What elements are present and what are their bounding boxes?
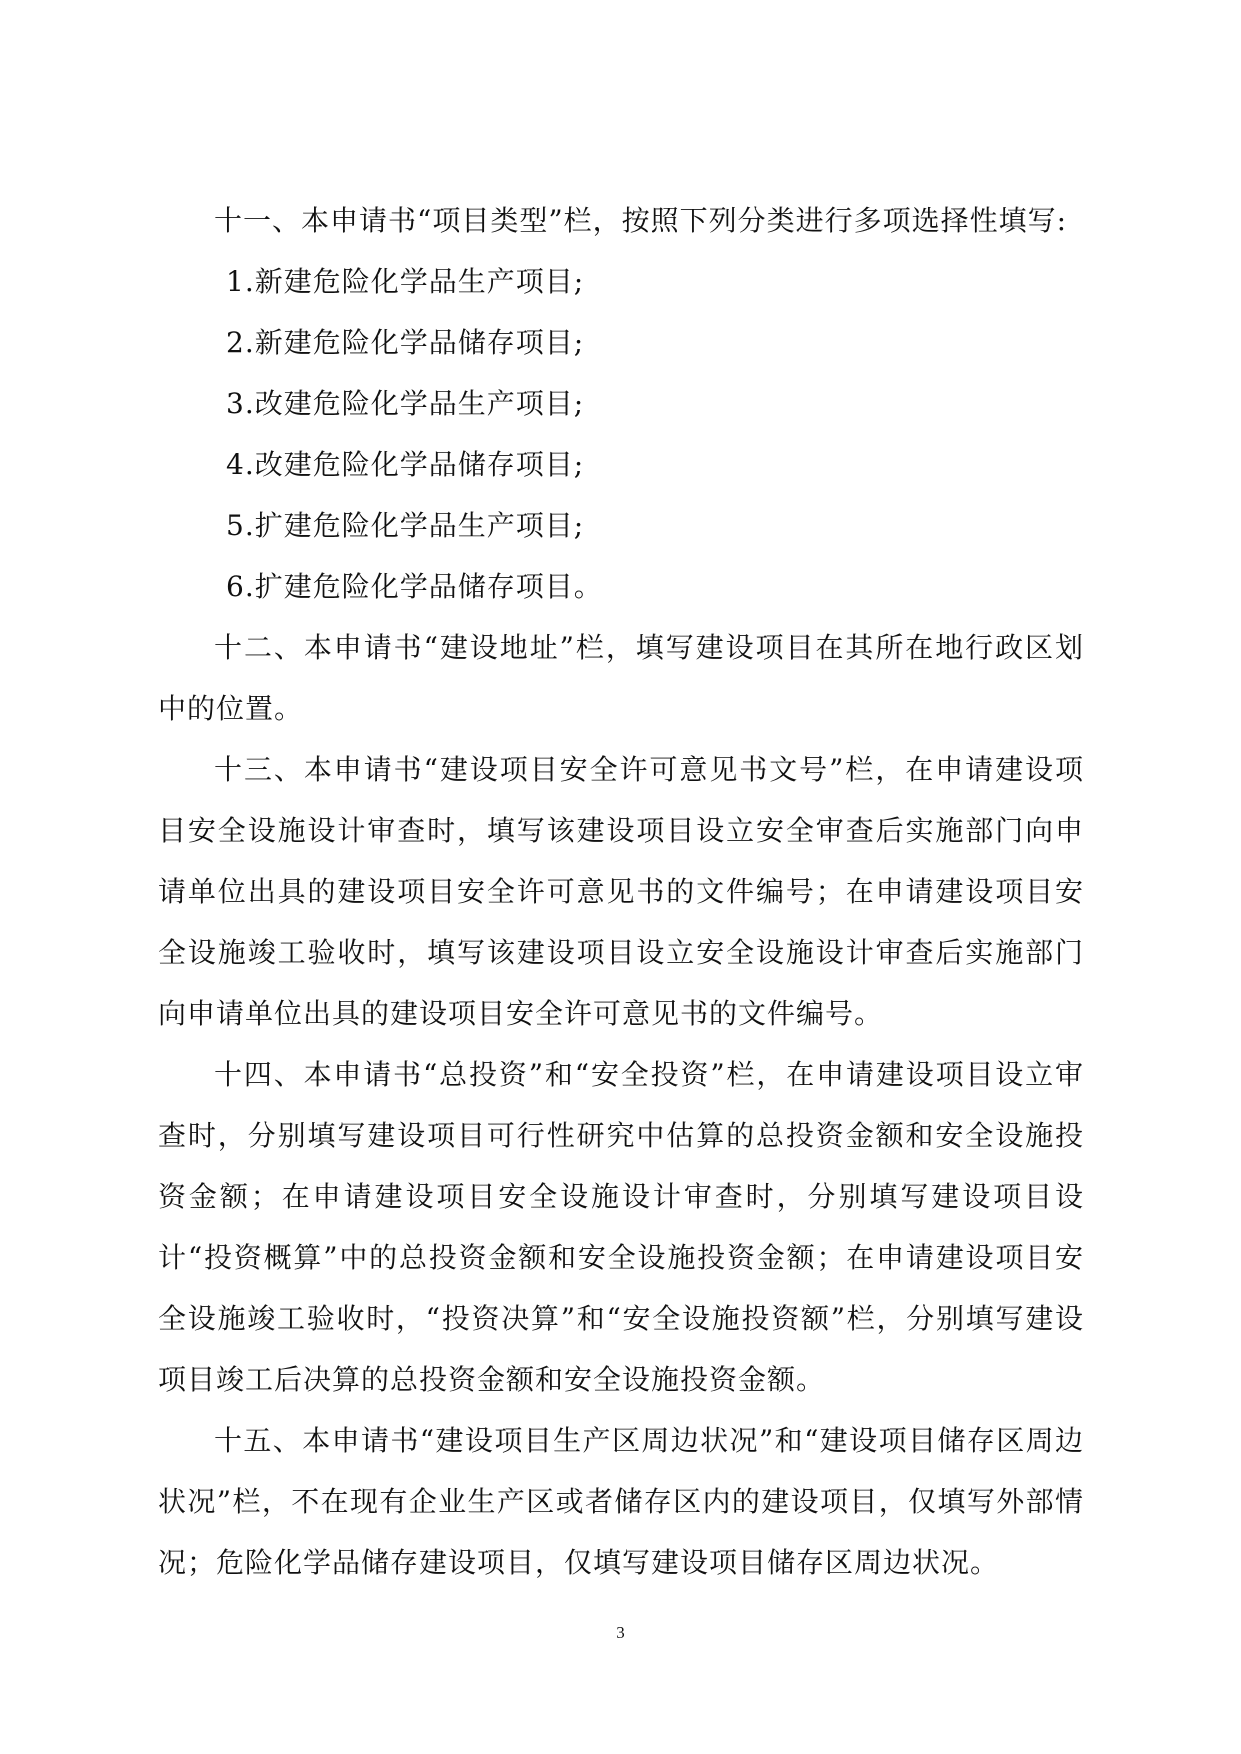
section-11-intro: 十一、本申请书“项目类型”栏，按照下列分类进行多项选择性填写: (214, 204, 1068, 237)
project-type-item-5: 5.扩建危险化学品生产项目; (226, 509, 585, 542)
section-12-paragraph: 十二、本申请书“建设地址”栏，填写建设项目在其所在地行政区划中的位置。 (158, 631, 1084, 725)
section-15-paragraph: 十五、本申请书“建设项目生产区周边状况”和“建设项目储存区周边状况”栏，不在现有企业生产区或者储存区内的建设项目，仅填写外部情况；危险化学品储存建设项目，仅填写建设项目储存区周边状况。 (158, 1424, 1084, 1579)
page-number: 3 (616, 1623, 625, 1642)
project-type-item-1: 1.新建危险化学品生产项目; (226, 265, 585, 298)
project-type-item-2: 2.新建危险化学品储存项目; (226, 326, 585, 359)
project-type-item-4: 4.改建危险化学品储存项目; (226, 448, 585, 481)
section-14-paragraph: 十四、本申请书“总投资”和“安全投资”栏，在申请建设项目设立审查时，分别填写建设项目可行性研究中估算的总投资金额和安全设施投资金额；在申请建设项目安全设施设计审查时，分别填写建设项目设计“投资概算”中的总投资金额和安全设施投资金额；在申请建设项目安全设施竣工验收时，“投资决算”和“安全设施投资额”栏，分别填写建设项目竣工后决算的总投资金额和安全设施投资金额。 (158, 1058, 1084, 1396)
document-body (158, 190, 1084, 1593)
project-type-item-6: 6.扩建危险化学品储存项目。 (226, 570, 603, 603)
section-13-paragraph: 十三、本申请书“建设项目安全许可意见书文号”栏，在申请建设项目安全设施设计审查时，填写该建设项目设立安全审查后实施部门向申请单位出具的建设项目安全许可意见书的文件编号；在申请建设项目安全设施竣工验收时，填写该建设项目设立安全设施设计审查后实施部门向申请单位出具的建设项目安全许可意见书的文件编号。 (158, 753, 1084, 1030)
project-type-item-3: 3.改建危险化学品生产项目; (226, 387, 585, 420)
